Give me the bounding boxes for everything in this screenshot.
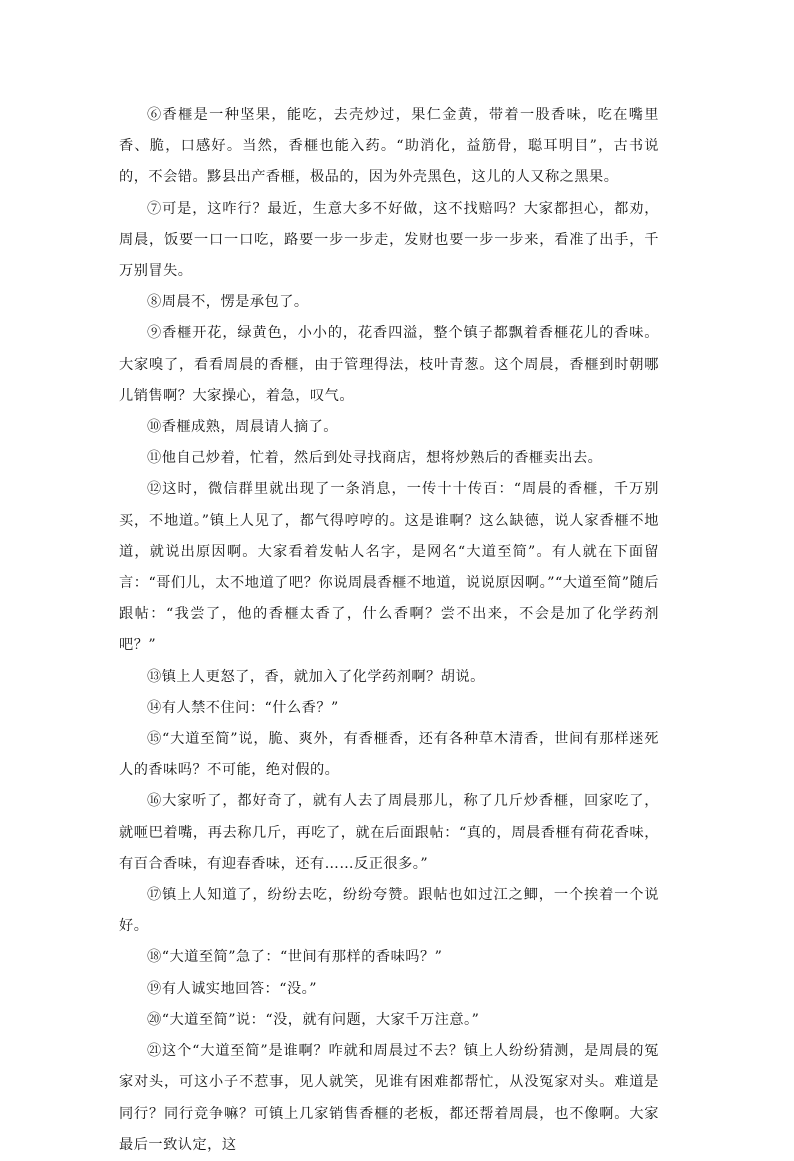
paragraph-18: ⑱“大道至简”急了：“世间有那样的香味吗？” [147,949,443,966]
paragraph-17: ⑰镇上人知道了，纷纷去吃，纷纷夸赞。跟帖也如过江之鲫，一个挨着一个说好。 [119,887,659,935]
paragraph-12: ⑫这时，微信群里就出现了一条消息，一传十十传百：“周晨的香榧，千万别买，不地道。”镇上人见了，都气得哼哼的。这是谁啊？这么缺德，说人家香榧不地道，就说出原因啊。大家看着发帖人名字，是网名“大道至简”。有人就在下面留言：“哥们儿，太不地道了吧？你说周晨香榧不地道，说说原因啊。”“大道至简”随后跟帖：“我尝了，他的香榧太香了，什么香啊？尝不出来，不会是加了化学药剂吧？” [119,481,659,654]
paragraph-6: ⑥香榧是一种坚果，能吃，去壳炒过，果仁金黄，带着一股香味，吃在嘴里香、脆，口感好。当然，香榧也能入药。“助消化，益筋骨，聪耳明目”，古书说的，不会错。黟县出产香榧，极品的，因为外壳黑色，这儿的人又称之黑果。 [119,107,659,186]
paragraph-20: ⑳“大道至简”说：“没，就有问题，大家千万注意。” [147,1011,480,1028]
paragraph-11: ⑪他自己炒着，忙着，然后到处寻找商店，想将炒熟后的香榧卖出去。 [147,450,603,467]
paragraph-8: ⑧周晨不，愣是承包了。 [147,294,309,311]
paragraph-13: ⑬镇上人更怒了，香，就加入了化学药剂啊？胡说。 [147,668,485,685]
paragraph-9: ⑨香榧开花，绿黄色，小小的，花香四溢，整个镇子都飘着香榧花儿的香味。大家嗅了，看看周晨的香榧，由于管理得法，枝叶青葱。这个周晨，香榧到时朝哪儿销售啊？大家操心，着急，叹气。 [119,325,659,404]
paragraph-21: ㉑这个“大道至简”是谁啊？咋就和周晨过不去？镇上人纷纷猜测，是周晨的冤家对头，可这小子不惹事，见人就笑，见谁有困难都帮忙，从没冤家对头。难道是同行？同行竞争嘛？可镇上几家销售香榧的老板，都还帮着周晨，也不像啊。大家最后一致认定，这 [119,1043,659,1153]
paragraph-7: ⑦可是，这咋行？最近，生意大多不好做，这不找赔吗？大家都担心，都劝，周晨，饭要一口一口吃，路要一步一步走，发财也要一步一步来，看准了出手，千万别冒失。 [119,200,659,280]
paragraph-15: ⑮“大道至简”说，脆、爽外，有香榧香，还有各种草木清香，世间有那样迷死人的香味吗？不可能，绝对假的。 [119,731,659,779]
paragraph-10: ⑩香榧成熟，周晨请人摘了。 [147,419,338,436]
document-body [119,100,659,1161]
paragraph-14: ⑭有人禁不住问：“什么香？” [147,699,339,716]
paragraph-16: ⑯大家听了，都好奇了，就有人去了周晨那儿，称了几斤炒香榧，回家吃了，就咂巴着嘴，再去称几斤，再吃了，就在后面跟帖：“真的，周晨香榧有荷花香味，有百合香味，有迎春香味，还有……反正很多。” [119,793,659,872]
paragraph-19: ⑲有人诚实地回答：“没。” [147,980,317,997]
